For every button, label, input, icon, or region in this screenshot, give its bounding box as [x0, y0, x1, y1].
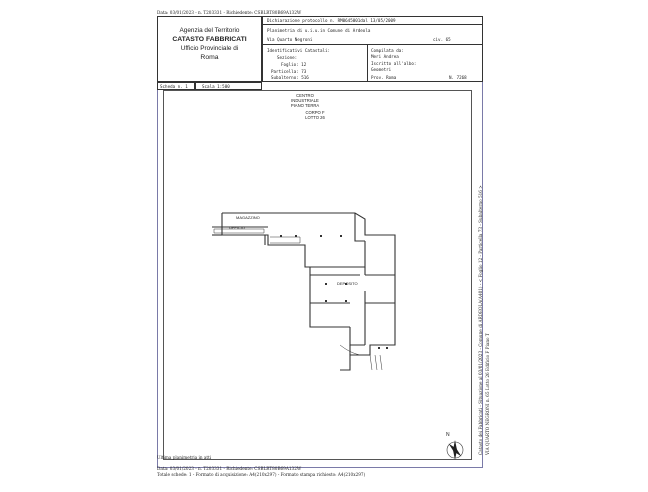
- scale-value: Scala 1:500: [202, 84, 230, 89]
- room-label-deposito: DEPOSITO: [337, 281, 358, 286]
- room-label-ufficio: UFFICIO: [229, 225, 245, 230]
- info-box: [262, 16, 483, 82]
- planimetria-line: Planimetria di u.i.u.in Comune di Ardeola: [267, 28, 371, 33]
- city-name: Roma: [200, 54, 219, 61]
- plan-subtitle: [295, 110, 335, 120]
- room-label-magazzino: MAGAZZINO: [236, 215, 260, 220]
- plan-subtitle-line1: CORPO F: [305, 110, 325, 115]
- compiler-name: Meri Andrea: [371, 54, 399, 59]
- subalterno-value: Subalterno: 516: [271, 75, 309, 80]
- particella-value: Particella: 73: [271, 69, 307, 74]
- scala-cell: [195, 82, 262, 90]
- footer-format-line: Totale schede: 1 - Formato di acquisizione: A4(210x297) - Formato stampa richiesto: A4(210x297): [157, 472, 366, 477]
- header-request-line: Data: 03/01/2023 - n. T203331 - Richiedente: CSBLRT80B69A132W: [157, 10, 302, 15]
- plan-title: [285, 93, 325, 108]
- scheda-number: Scheda n. 1: [160, 84, 188, 89]
- ufficio-label: Ufficio Provinciale di: [180, 45, 239, 52]
- foglio-value: Foglio: 12: [281, 62, 307, 67]
- plan-title-line2: PIANO TERRA: [290, 103, 320, 108]
- catasto-title: CATASTO FABBRICATI: [172, 36, 247, 43]
- address-line: Via Quarto Negroni: [267, 37, 313, 42]
- scheda-cell: [157, 82, 195, 90]
- province-value: Prov. Roma: [371, 75, 397, 80]
- agency-box: [157, 16, 262, 82]
- identificativi-label: Identificativi Catastali:: [267, 48, 331, 53]
- side-note-line1: Catasto dei Fabbricati - Situazione al 03/01/2023 - Comune di ARDEOLA(A401) - < Foglio 12 - Particella 73 - Subalterno 516 >: [478, 185, 483, 455]
- divider: [263, 44, 482, 45]
- albo-value: Geometri: [371, 67, 392, 72]
- registration-number: N. 7268: [449, 75, 467, 80]
- compilata-label: Compilata da:: [371, 48, 404, 53]
- north-arrow-icon: [440, 434, 470, 464]
- footer-request-line: Data: 03/01/2023 - n. T203331 - Richiedente: CSBLRT80B69A132W: [157, 466, 302, 471]
- protocol-line: Dichiarazione protocollo n. RM0645001dal 13/05/2009: [267, 18, 396, 23]
- plan-title-line1: CENTRO INDUSTRIALE: [291, 93, 319, 103]
- divider: [263, 24, 482, 25]
- north-label: N: [446, 432, 450, 438]
- floor-plan: [200, 205, 415, 375]
- agency-name: Agenzia del Territorio: [179, 27, 240, 34]
- plan-subtitle-line2: LOTTO 26: [305, 115, 325, 120]
- civic-number: civ. 65: [433, 37, 451, 42]
- sezione-label: Sezione:: [277, 55, 298, 60]
- divider: [367, 44, 368, 82]
- iscritto-label: Iscritto all'albo:: [371, 61, 417, 66]
- side-note-line2: VIA QUARTO NEGRONI n. 65 Lotto 26 Edificio F Piano T: [485, 333, 490, 455]
- ultima-planimetria: Ultima planimetria in atti: [157, 455, 212, 460]
